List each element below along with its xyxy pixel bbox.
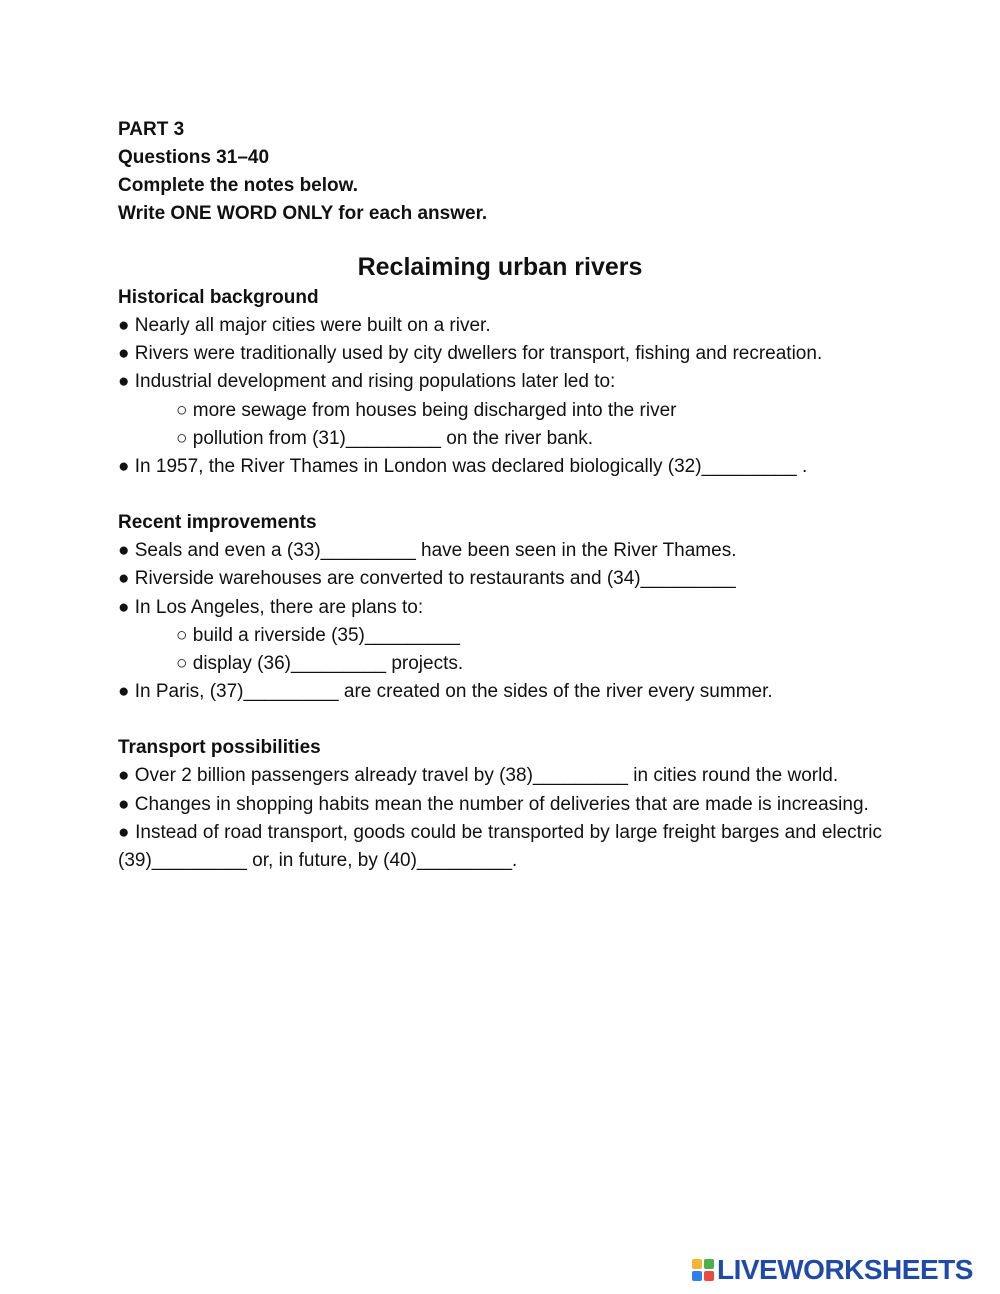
bullet-item: ● Rivers were traditionally used by city dwellers for transport, fishing and recreation.	[118, 343, 823, 365]
bullet-item: ● In 1957, the River Thames in London was declared biologically (32)_________ .	[118, 456, 808, 478]
part-label: PART 3	[118, 119, 185, 140]
sub-bullet-item: ○ more sewage from houses being discharged into the river	[176, 399, 677, 421]
worksheet-page	[118, 116, 882, 875]
instruction-one-word: Write ONE WORD ONLY for each answer.	[118, 203, 488, 224]
bullet-item: ● Over 2 billion passengers already travel by (38)_________ in cities round the world.	[118, 765, 839, 787]
bullet-item: ● In Paris, (37)_________ are created on the sides of the river every summer.	[118, 681, 773, 703]
sub-bullet-item: ○ display (36)_________ projects.	[176, 653, 464, 675]
liveworksheets-logo	[692, 1255, 973, 1285]
bullet-item: ● In Los Angeles, there are plans to:	[118, 596, 424, 618]
questions-range: Questions 31–40	[118, 147, 270, 168]
sub-bullet-item: ○ build a riverside (35)_________	[176, 624, 460, 646]
logo-blocks-icon	[692, 1259, 714, 1281]
bullet-item: ● Industrial development and rising populations later led to:	[118, 371, 616, 393]
sub-bullet-item: ○ pollution from (31)_________ on the river bank.	[176, 427, 594, 449]
section-heading-transport: Transport possibilities	[118, 737, 321, 759]
bullet-item: ● Changes in shopping habits mean the number of deliveries that are made is increasing.	[118, 793, 869, 815]
logo-block	[704, 1271, 714, 1281]
logo-text: LIVEWORKSHEETS	[717, 1254, 973, 1285]
bullet-item: ● Instead of road transport, goods could be transported by large freight barges and electric (39)_________ or, in future, by (40)_________.	[118, 821, 882, 872]
notes-title: Reclaiming urban rivers	[357, 253, 643, 281]
section-heading-recent: Recent improvements	[118, 512, 317, 534]
spacer	[118, 481, 882, 509]
logo-block	[704, 1259, 714, 1269]
logo-block	[692, 1271, 702, 1281]
instruction-complete: Complete the notes below.	[118, 175, 358, 196]
bullet-item: ● Seals and even a (33)_________ have been seen in the River Thames.	[118, 540, 737, 562]
bullet-item: ● Nearly all major cities were built on a river.	[118, 315, 491, 336]
logo-block	[692, 1259, 702, 1269]
spacer	[118, 706, 882, 734]
section-heading-historical: Historical background	[118, 287, 319, 308]
bullet-item: ● Riverside warehouses are converted to restaurants and (34)_________	[118, 568, 736, 590]
